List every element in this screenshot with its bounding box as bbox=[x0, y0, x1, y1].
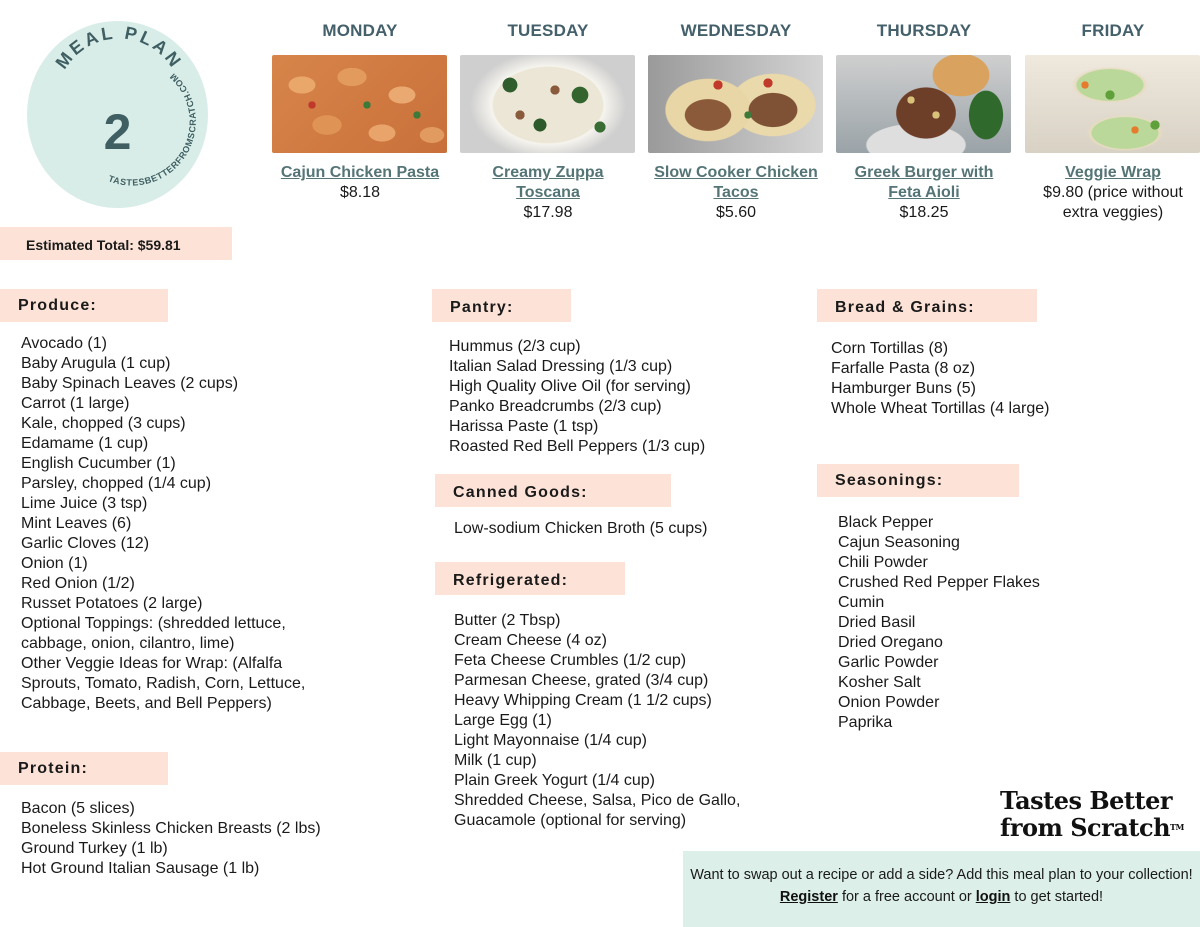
recipe-photo-zuppa-toscana[interactable] bbox=[460, 55, 635, 153]
recipe-photo-cajun-chicken-pasta[interactable] bbox=[272, 55, 447, 153]
recipe-price: $17.98 bbox=[523, 204, 573, 221]
section-heading-canned-goods: Canned Goods: bbox=[435, 474, 671, 507]
list-item: Ground Turkey (1 lb) bbox=[21, 840, 168, 857]
list-item: Black Pepper bbox=[838, 514, 934, 531]
list-item: Paprika bbox=[838, 714, 893, 731]
seasonings-list bbox=[838, 513, 1138, 733]
list-item: Butter (2 Tbsp) bbox=[454, 612, 561, 629]
list-item: Cumin bbox=[838, 594, 885, 611]
list-item: Dried Basil bbox=[838, 614, 916, 631]
day-column-wednesday bbox=[648, 0, 824, 223]
produce-list bbox=[21, 334, 341, 714]
recipe-price: $5.60 bbox=[715, 204, 757, 221]
recipe-link-veggie-wrap[interactable]: Veggie Wrap bbox=[1065, 164, 1161, 181]
meal-plan-badge bbox=[27, 21, 208, 208]
recipe-link-creamy-zuppa-toscana[interactable]: Creamy Zuppa Toscana bbox=[492, 164, 604, 201]
recipe-photo-greek-burger[interactable] bbox=[836, 55, 1011, 153]
svg-text:MEAL PLAN bbox=[52, 23, 187, 73]
list-item: Carrot (1 large) bbox=[21, 395, 130, 412]
list-item: Baby Arugula (1 cup) bbox=[21, 355, 171, 372]
section-heading-refrigerated: Refrigerated: bbox=[435, 562, 625, 595]
list-item: Corn Tortillas (8) bbox=[831, 340, 949, 357]
list-item: Boneless Skinless Chicken Breasts (2 lbs) bbox=[21, 820, 321, 837]
list-item: Chili Powder bbox=[838, 554, 928, 571]
section-heading-protein: Protein: bbox=[0, 752, 168, 785]
list-item: Onion (1) bbox=[21, 555, 88, 572]
protein-list bbox=[21, 799, 361, 879]
bread-grains-list bbox=[831, 339, 1131, 419]
list-item: Edamame (1 cup) bbox=[21, 435, 149, 452]
list-item: Avocado (1) bbox=[21, 335, 107, 352]
list-item: Dried Oregano bbox=[838, 634, 943, 651]
day-label: THURSDAY bbox=[876, 21, 972, 40]
recipe-photo-veggie-wrap[interactable] bbox=[1025, 55, 1200, 153]
section-heading-seasonings: Seasonings: bbox=[817, 464, 1019, 497]
day-label: FRIDAY bbox=[1081, 21, 1145, 40]
recipe-photo-chicken-tacos[interactable] bbox=[648, 55, 823, 153]
recipe-price: $9.80 (price without extra veggies) bbox=[1043, 184, 1183, 221]
list-item: Parsley, chopped (1/4 cup) bbox=[21, 475, 212, 492]
list-item: Milk (1 cup) bbox=[454, 752, 537, 769]
list-item: Garlic Cloves (12) bbox=[21, 535, 150, 552]
day-label: MONDAY bbox=[322, 21, 398, 40]
list-item: English Cucumber (1) bbox=[21, 455, 176, 472]
pantry-list bbox=[449, 337, 779, 457]
register-cta-banner bbox=[683, 851, 1200, 927]
list-item: Bacon (5 slices) bbox=[21, 800, 135, 817]
estimated-total: Estimated Total: $59.81 bbox=[0, 227, 232, 260]
canned-goods-list bbox=[454, 519, 774, 539]
list-item: Farfalle Pasta (8 oz) bbox=[831, 360, 976, 377]
badge-website: TASTESBETTERFROMSCRATCH.COM bbox=[107, 71, 198, 188]
badge-title: MEAL PLAN bbox=[51, 22, 187, 73]
list-item: Hamburger Buns (5) bbox=[831, 380, 976, 397]
list-item: Italian Salad Dressing (1/3 cup) bbox=[449, 358, 673, 375]
section-heading-produce: Produce: bbox=[0, 289, 168, 322]
list-item: Kale, chopped (3 cups) bbox=[21, 415, 186, 432]
refrigerated-list bbox=[454, 611, 774, 831]
list-item: Roasted Red Bell Peppers (1/3 cup) bbox=[449, 438, 706, 455]
list-item: Other Veggie Ideas for Wrap: (Alfalfa Sprouts, Tomato, Radish, Corn, Lettuce, Cabbage, Beets, and Bell Peppers) bbox=[21, 655, 306, 712]
list-item: Hummus (2/3 cup) bbox=[449, 338, 581, 355]
list-item: Shredded Cheese, Salsa, Pico de Gallo, Guacamole (optional for serving) bbox=[454, 792, 741, 829]
list-item: Feta Cheese Crumbles (1/2 cup) bbox=[454, 652, 687, 669]
list-item: Low-sodium Chicken Broth (5 cups) bbox=[454, 520, 708, 537]
cta-text: Want to swap out a recipe or add a side? Add this meal plan to your collection! bbox=[690, 867, 1193, 883]
list-item: Russet Potatoes (2 large) bbox=[21, 595, 203, 612]
list-item: Parmesan Cheese, grated (3/4 cup) bbox=[454, 672, 709, 689]
section-heading-bread-grains: Bread & Grains: bbox=[817, 289, 1037, 322]
list-item: Optional Toppings: (shredded lettuce, cabbage, onion, cilantro, lime) bbox=[21, 615, 286, 652]
list-item: Mint Leaves (6) bbox=[21, 515, 132, 532]
cta-text: to get started! bbox=[1014, 889, 1104, 905]
list-item: Cream Cheese (4 oz) bbox=[454, 632, 607, 649]
day-column-friday bbox=[1025, 0, 1200, 223]
list-item: Onion Powder bbox=[838, 694, 940, 711]
list-item: Kosher Salt bbox=[838, 674, 921, 691]
section-heading-pantry: Pantry: bbox=[432, 289, 571, 322]
logo-line-2: from Scratch bbox=[1000, 813, 1171, 842]
list-item: Heavy Whipping Cream (1 1/2 cups) bbox=[454, 692, 712, 709]
meal-plan-number: 2 bbox=[103, 104, 132, 160]
day-column-tuesday bbox=[460, 0, 636, 223]
recipe-link-greek-burger[interactable]: Greek Burger with Feta Aioli bbox=[854, 164, 994, 201]
list-item: Light Mayonnaise (1/4 cup) bbox=[454, 732, 647, 749]
list-item: Hot Ground Italian Sausage (1 lb) bbox=[21, 860, 260, 877]
tastes-better-logo bbox=[1000, 787, 1190, 841]
list-item: Plain Greek Yogurt (1/4 cup) bbox=[454, 772, 656, 789]
list-item: Crushed Red Pepper Flakes bbox=[838, 574, 1040, 591]
recipe-link-cajun-chicken-pasta[interactable]: Cajun Chicken Pasta bbox=[280, 164, 440, 181]
day-label: WEDNESDAY bbox=[680, 21, 792, 40]
list-item: Cajun Seasoning bbox=[838, 534, 960, 551]
list-item: Panko Breadcrumbs (2/3 cup) bbox=[449, 398, 662, 415]
day-column-thursday bbox=[836, 0, 1012, 223]
list-item: Garlic Powder bbox=[838, 654, 939, 671]
cta-text: for a free account or bbox=[841, 889, 972, 905]
recipe-price: $18.25 bbox=[899, 204, 949, 221]
list-item: Baby Spinach Leaves (2 cups) bbox=[21, 375, 239, 392]
recipe-price: $8.18 bbox=[339, 184, 381, 201]
day-label: TUESDAY bbox=[507, 21, 589, 40]
list-item: Whole Wheat Tortillas (4 large) bbox=[831, 400, 1050, 417]
trademark-mark: TM bbox=[1170, 822, 1184, 832]
list-item: Lime Juice (3 tsp) bbox=[21, 495, 148, 512]
register-link[interactable]: Register bbox=[779, 889, 838, 905]
day-column-monday bbox=[272, 0, 448, 203]
login-link[interactable]: login bbox=[975, 889, 1011, 905]
list-item: Harissa Paste (1 tsp) bbox=[449, 418, 599, 435]
list-item: High Quality Olive Oil (for serving) bbox=[449, 378, 691, 395]
recipe-link-slow-cooker-chicken-tacos[interactable]: Slow Cooker Chicken Tacos bbox=[654, 164, 818, 201]
list-item: Large Egg (1) bbox=[454, 712, 552, 729]
list-item: Red Onion (1/2) bbox=[21, 575, 135, 592]
logo-line-1: Tastes Better bbox=[1000, 786, 1172, 815]
